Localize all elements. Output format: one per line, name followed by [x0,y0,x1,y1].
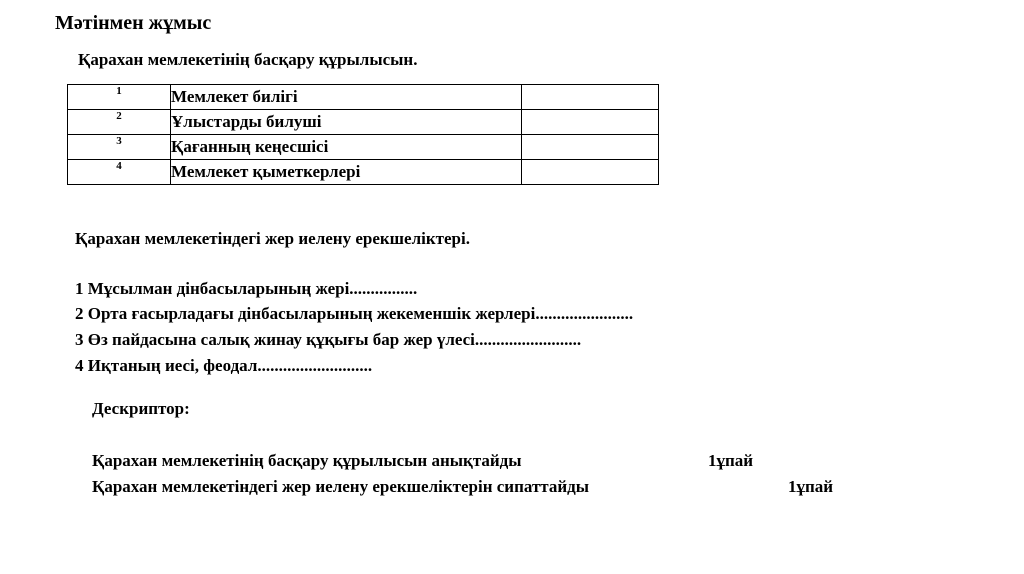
land-item: 3 Өз пайдасына салық жинау құқығы бар жер үлесі......................... [75,330,582,349]
land-item: 2 Орта ғасырладағы дінбасыларының жекеменшік жерлері....................... [75,304,634,323]
row-number: 3 [68,135,171,160]
row-number: 4 [68,160,171,185]
row-label: Мемлекет билігі [171,85,522,110]
land-heading: Қарахан мемлекетіндегі жер иелену ерекшеліктері. [75,229,470,248]
land-item: 1 Мұсылман дінбасыларының жері................ [75,279,418,298]
table-row [68,135,659,160]
row-label: Мемлекет қыметкерлері [171,160,522,185]
descriptor-points: 1ұпай [708,451,754,470]
row-number: 1 [68,85,171,110]
descriptor-item: Қарахан мемлекетінің басқару құрылысын анықтайды [92,451,522,470]
answer-cell[interactable] [522,135,659,160]
table-row [68,85,659,110]
land-item: 4 Иқтаның иесі, феодал........................... [75,356,373,375]
answer-cell[interactable] [522,110,659,135]
answer-cell[interactable] [522,85,659,110]
table-row [68,110,659,135]
row-number: 2 [68,110,171,135]
page-title: Мәтінмен жұмыс [55,12,212,34]
descriptor-heading: Дескриптор: [92,399,190,418]
answer-cell[interactable] [522,160,659,185]
row-label: Ұлыстарды билуші [171,110,522,135]
table-heading: Қарахан мемлекетінің басқару құрылысын. [78,50,418,69]
descriptor-points: 1ұпай [788,477,834,496]
table-row [68,160,659,185]
descriptor-item: Қарахан мемлекетіндегі жер иелену ерекшеліктерін сипаттайды [92,477,590,496]
row-label: Қағанның кеңесшісі [171,135,522,160]
governance-table [67,84,659,185]
